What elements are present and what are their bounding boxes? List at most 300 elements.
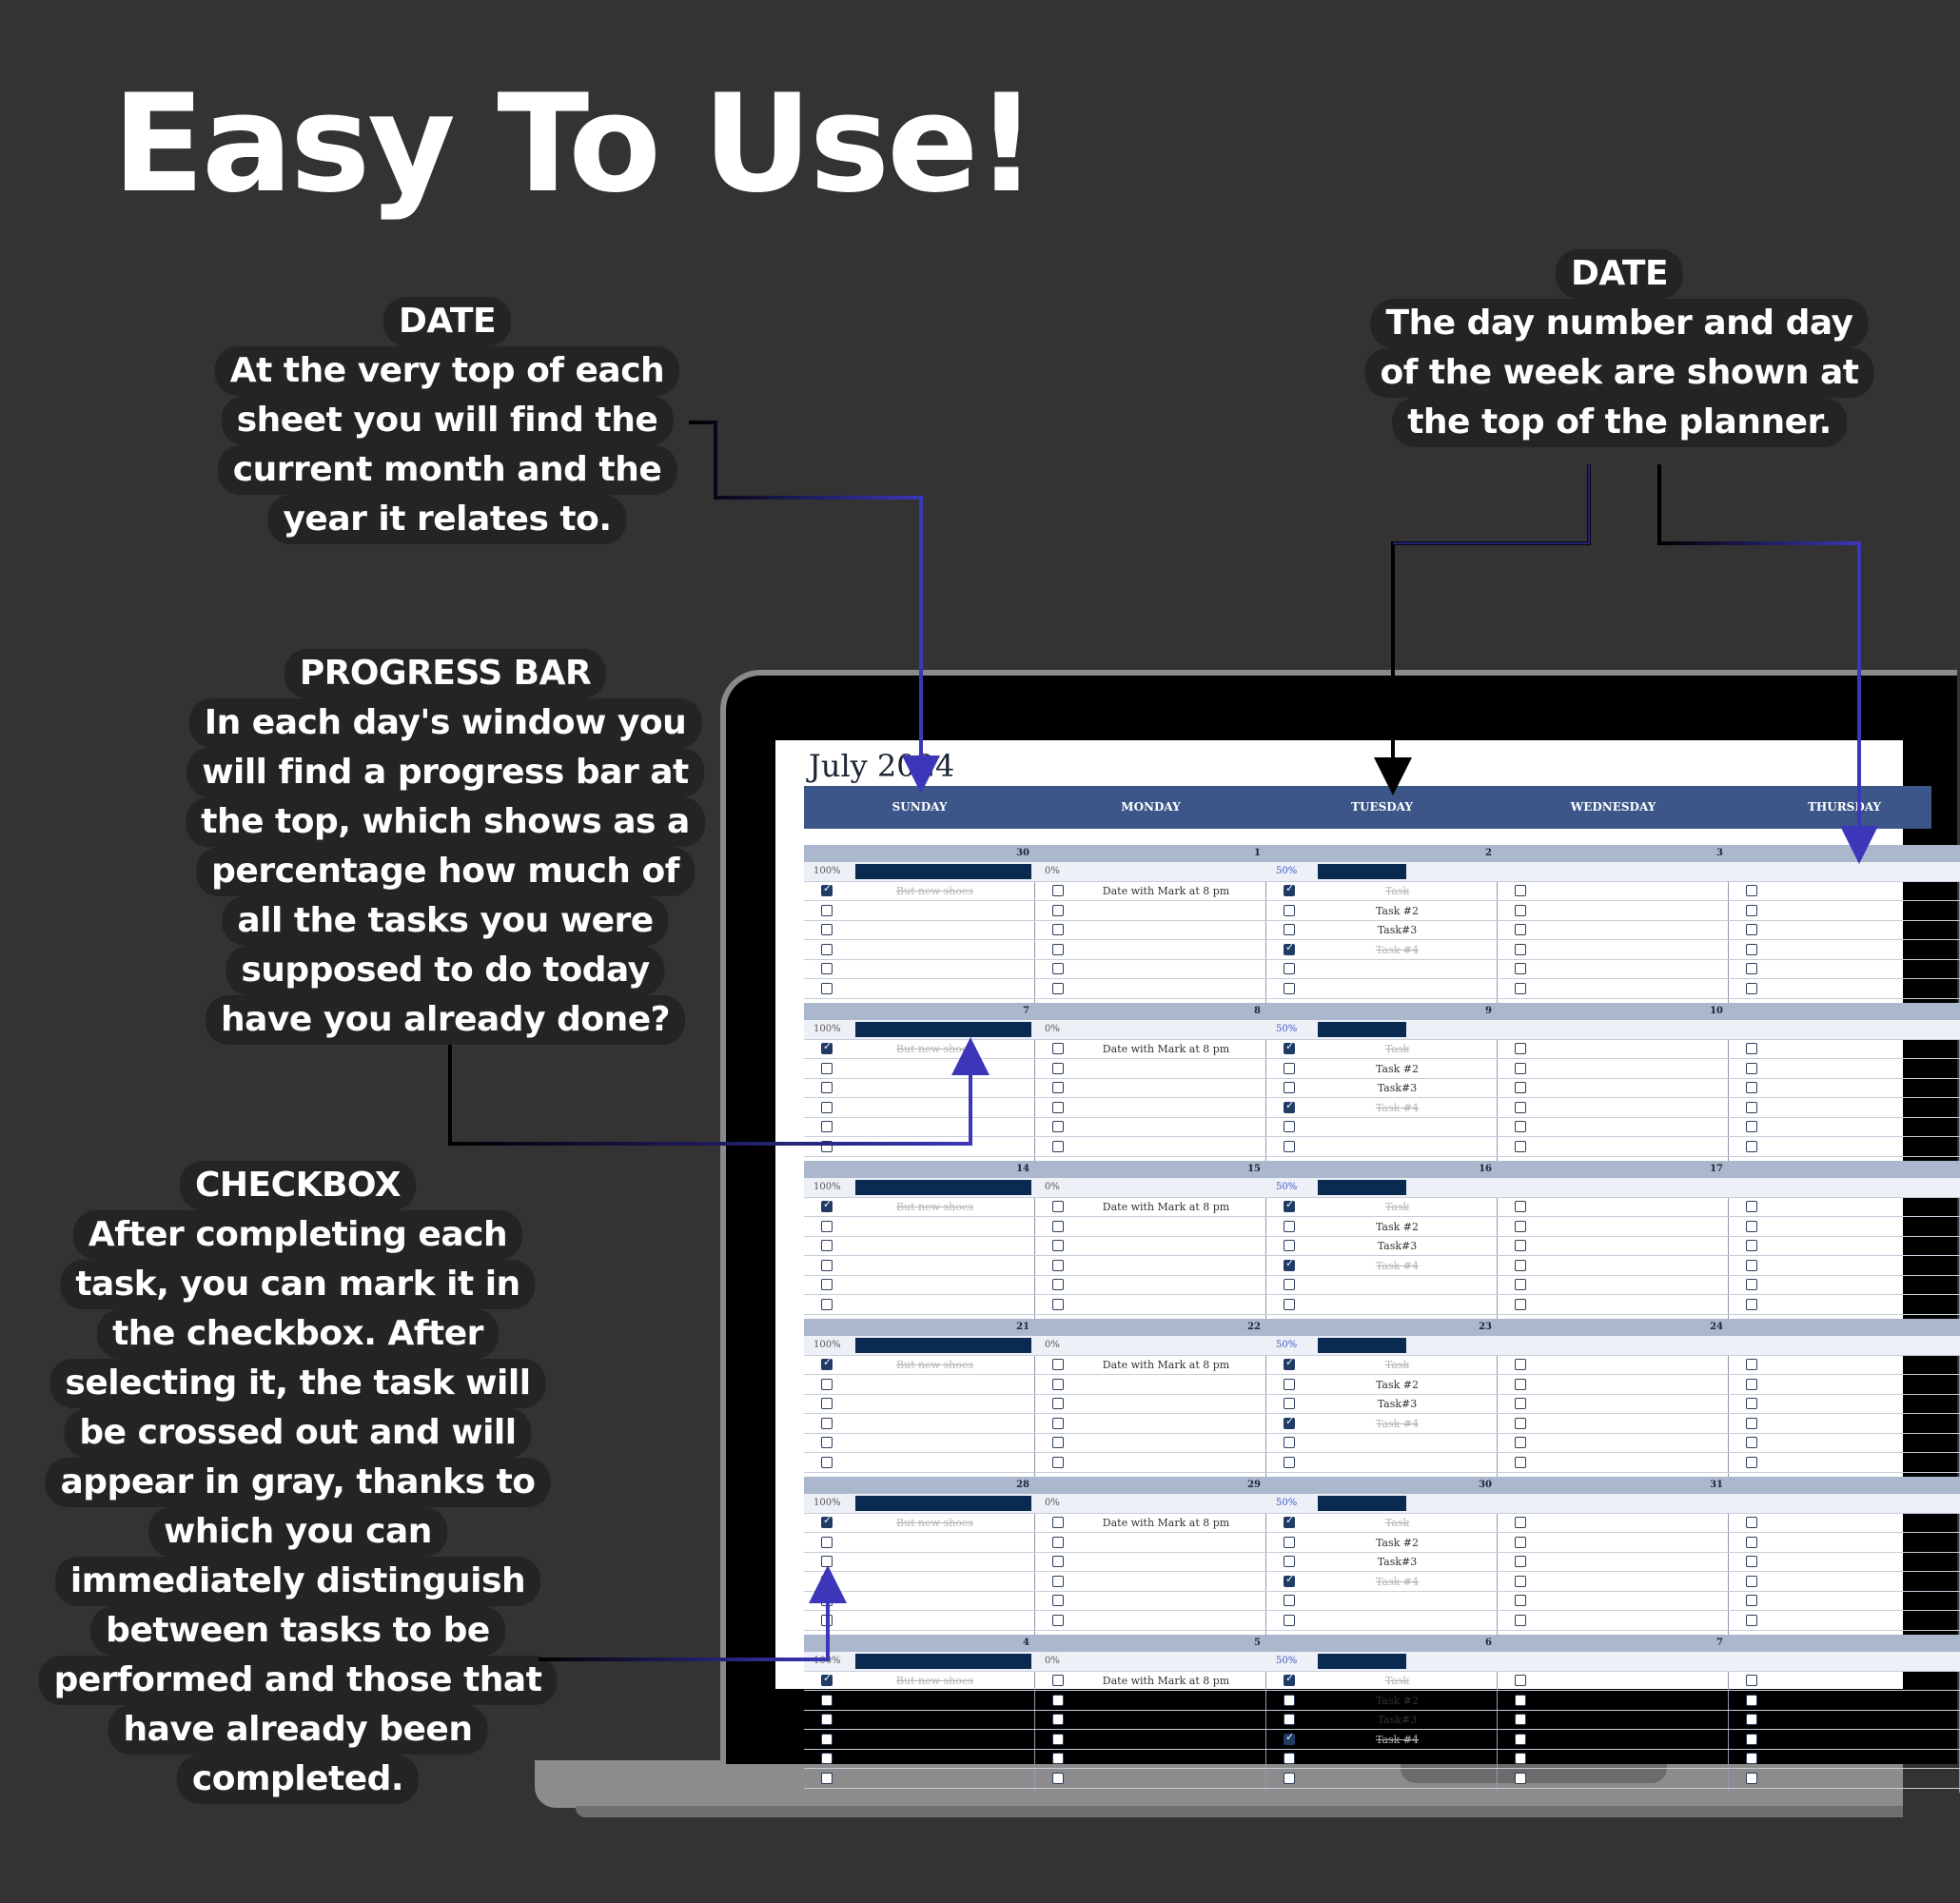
task-text[interactable]: But new shoes [895,885,974,897]
checkbox[interactable] [1052,944,1064,955]
checkbox[interactable] [1284,1398,1295,1409]
checkbox[interactable] [1515,1141,1526,1152]
task-text[interactable]: Task#3 [1377,1240,1418,1252]
checkbox[interactable] [1746,1517,1757,1528]
checkbox[interactable] [1515,1695,1526,1706]
checkbox[interactable] [821,1121,833,1132]
callout-line: will find a progress bar at [186,748,704,797]
task-row [804,902,1035,921]
checkbox[interactable] [1746,1240,1757,1251]
task-text[interactable]: Task [1384,1675,1410,1687]
checkbox-checked[interactable] [1284,1201,1295,1212]
checkbox[interactable] [1515,963,1526,974]
checkbox[interactable] [1515,1734,1526,1745]
checkbox[interactable] [1052,1043,1064,1054]
task-text[interactable]: Task #4 [1375,1259,1420,1272]
checkbox-checked[interactable] [821,1359,833,1370]
checkbox[interactable] [821,1102,833,1113]
checkbox[interactable] [1052,1517,1064,1528]
checkbox[interactable] [1746,885,1757,896]
checkbox-checked[interactable] [1284,1675,1295,1686]
task-row [1498,1592,1729,1611]
checkbox[interactable] [1284,1121,1295,1132]
checkbox[interactable] [1284,905,1295,916]
checkbox[interactable] [1746,1221,1757,1232]
checkbox[interactable] [1515,1102,1526,1113]
checkbox[interactable] [821,924,833,935]
checkbox[interactable] [1284,1714,1295,1725]
checkbox-checked[interactable] [821,1201,833,1212]
checkbox[interactable] [1746,1398,1757,1409]
checkbox-checked[interactable] [1284,885,1295,896]
checkbox[interactable] [1284,1379,1295,1390]
checkbox-checked[interactable] [1284,1102,1295,1113]
progress-row [1035,1336,1266,1356]
task-text[interactable]: Task #4 [1375,1101,1420,1114]
checkbox[interactable] [1052,983,1064,994]
checkbox[interactable] [1052,1082,1064,1093]
task-text[interactable]: But new shoes [895,1359,974,1371]
checkbox[interactable] [1746,1279,1757,1290]
progress-row [1035,1652,1266,1672]
callout-line: immediately distinguish [55,1557,540,1606]
day-cell [1266,1635,1498,1793]
checkbox[interactable] [1746,1457,1757,1468]
callout-line: performed and those that [39,1656,558,1705]
task-text[interactable]: Task #2 [1375,904,1420,917]
callout-line: have already been [108,1705,488,1755]
checkbox[interactable] [1284,1240,1295,1251]
checkbox[interactable] [1746,1675,1757,1686]
task-row [1035,1257,1266,1276]
checkbox[interactable] [1515,1359,1526,1370]
day-cell [1498,1477,1729,1635]
checkbox[interactable] [1746,924,1757,935]
day-number: 24 [1498,1319,1729,1336]
checkbox[interactable] [1746,1418,1757,1429]
checkbox[interactable] [1515,1537,1526,1548]
task-row [1266,882,1498,901]
day-number: 7 [804,1003,1035,1020]
checkbox[interactable] [1515,1418,1526,1429]
callout-line: the checkbox. After [97,1309,499,1359]
checkbox[interactable] [821,1379,833,1390]
task-text[interactable]: Task [1384,1359,1410,1371]
checkbox[interactable] [1052,1695,1064,1706]
task-text[interactable]: Task#3 [1377,924,1418,936]
checkbox[interactable] [1746,905,1757,916]
task-row [1729,1592,1960,1611]
checkbox[interactable] [821,1063,833,1074]
checkbox-checked[interactable] [1284,944,1295,955]
checkbox[interactable] [1515,905,1526,916]
task-row [1266,1415,1498,1434]
task-row [1729,1534,1960,1553]
checkbox[interactable] [1052,1121,1064,1132]
checkbox-checked[interactable] [821,885,833,896]
task-row [1498,1257,1729,1276]
progress-percent: 0% [1045,866,1060,876]
checkbox[interactable] [1515,1437,1526,1448]
task-row [804,1356,1035,1375]
progress-row [1035,1494,1266,1514]
checkbox[interactable] [1746,1379,1757,1390]
task-text[interactable]: Task [1384,1043,1410,1055]
task-row [1498,1711,1729,1730]
checkbox-checked[interactable] [1284,1734,1295,1745]
checkbox[interactable] [821,1595,833,1606]
checkbox[interactable] [1746,1359,1757,1370]
checkbox[interactable] [1746,944,1757,955]
checkbox[interactable] [821,1240,833,1251]
checkbox-checked[interactable] [1284,1517,1295,1528]
checkbox[interactable] [821,1753,833,1764]
task-text[interactable]: Task#3 [1377,1082,1418,1094]
task-text[interactable]: Date with Mark at 8 pm [1102,1517,1230,1529]
checkbox[interactable] [1746,1695,1757,1706]
task-text[interactable]: Task #2 [1375,1220,1420,1233]
checkbox[interactable] [1052,1437,1064,1448]
weekday-wednesday: WEDNESDAY [1570,800,1656,814]
callout-line: selecting it, the task will [49,1359,545,1408]
checkbox[interactable] [1052,1102,1064,1113]
checkbox[interactable] [1746,1734,1757,1745]
task-text[interactable]: Task [1384,1201,1410,1213]
task-row [1266,1198,1498,1217]
checkbox[interactable] [1515,1576,1526,1587]
checkbox[interactable] [821,1695,833,1706]
task-text[interactable]: Task #2 [1375,1536,1420,1549]
checkbox[interactable] [1052,1773,1064,1784]
progress-percent: 50% [1276,1656,1298,1666]
checkbox[interactable] [1052,885,1064,896]
checkbox[interactable] [1515,1398,1526,1409]
weekday-monday: MONDAY [1121,800,1181,814]
task-row [1035,941,1266,960]
checkbox[interactable] [1515,1753,1526,1764]
task-row [1035,1672,1266,1691]
task-text[interactable]: Task #4 [1375,1575,1420,1588]
checkbox[interactable] [1746,1260,1757,1271]
checkbox[interactable] [1746,1121,1757,1132]
checkbox[interactable] [1284,1279,1295,1290]
checkbox-checked[interactable] [821,1675,833,1686]
checkbox[interactable] [1515,1457,1526,1468]
checkbox-checked[interactable] [1284,1260,1295,1271]
task-row [1498,902,1729,921]
task-text[interactable]: Task#3 [1377,1398,1418,1410]
task-row [1729,1118,1960,1137]
task-row [1729,1376,1960,1395]
task-row [1266,921,1498,940]
task-text[interactable]: But new shoes [895,1675,974,1687]
checkbox[interactable] [1515,1615,1526,1626]
checkbox[interactable] [1515,1517,1526,1528]
progress-percent: 0% [1045,1656,1060,1666]
checkbox[interactable] [821,1457,833,1468]
checkbox[interactable] [821,1082,833,1093]
checkbox[interactable] [1284,1141,1295,1152]
checkbox[interactable] [1746,1615,1757,1626]
checkbox[interactable] [1746,1537,1757,1548]
checkbox[interactable] [1746,1201,1757,1212]
task-row [1035,1356,1266,1375]
checkbox[interactable] [1052,924,1064,935]
checkbox-checked[interactable] [1284,1418,1295,1429]
progress-row [1266,862,1498,882]
task-text[interactable]: Task #2 [1375,1694,1420,1707]
checkbox[interactable] [1284,1437,1295,1448]
checkbox[interactable] [1284,1299,1295,1310]
checkbox-checked[interactable] [1284,1359,1295,1370]
checkbox[interactable] [1515,1240,1526,1251]
task-text[interactable]: Task #4 [1375,1417,1420,1430]
task-row [1266,1079,1498,1098]
checkbox[interactable] [1052,1063,1064,1074]
progress-percent: 0% [1045,1340,1060,1350]
checkbox[interactable] [1284,1457,1295,1468]
checkbox[interactable] [1052,1359,1064,1370]
task-row [1729,1672,1960,1691]
progress-row [1035,1178,1266,1198]
checkbox[interactable] [821,1141,833,1152]
checkbox[interactable] [821,983,833,994]
checkbox[interactable] [821,1734,833,1745]
checkbox[interactable] [1746,1595,1757,1606]
checkbox[interactable] [1746,1043,1757,1054]
callout-line: completed. [177,1755,419,1804]
checkbox[interactable] [1284,1595,1295,1606]
checkbox[interactable] [1284,983,1295,994]
task-row [1729,1099,1960,1118]
checkbox[interactable] [821,1437,833,1448]
checkbox[interactable] [821,1279,833,1290]
checkbox[interactable] [1746,1753,1757,1764]
day-cell [1729,1319,1960,1477]
task-row [1035,1218,1266,1237]
task-text[interactable]: Date with Mark at 8 pm [1102,1201,1230,1213]
task-row [1498,921,1729,940]
task-row [1266,1257,1498,1276]
checkbox[interactable] [821,1418,833,1429]
checkbox[interactable] [1515,1260,1526,1271]
task-row [1266,1218,1498,1237]
checkbox[interactable] [1284,963,1295,974]
task-row [804,1276,1035,1295]
callout-line: between tasks to be [90,1606,505,1656]
checkbox[interactable] [1746,963,1757,974]
task-row [804,1711,1035,1730]
checkbox[interactable] [821,1537,833,1548]
task-text[interactable]: Task#3 [1377,1714,1418,1726]
checkbox[interactable] [1515,1299,1526,1310]
checkbox[interactable] [821,1615,833,1626]
task-row [1498,1040,1729,1059]
checkbox[interactable] [1515,1675,1526,1686]
checkbox[interactable] [1746,1437,1757,1448]
checkbox[interactable] [1284,1082,1295,1093]
task-row [1729,1040,1960,1059]
checkbox[interactable] [1052,1615,1064,1626]
task-row [1266,1750,1498,1769]
task-text[interactable]: Task #4 [1375,1733,1420,1746]
task-text[interactable]: Task [1384,885,1410,897]
day-number: 31 [1498,1477,1729,1494]
checkbox[interactable] [1746,1082,1757,1093]
task-text[interactable]: Date with Mark at 8 pm [1102,1043,1230,1055]
task-row [1035,1040,1266,1059]
checkbox[interactable] [1284,1773,1295,1784]
checkbox[interactable] [1515,1714,1526,1725]
checkbox[interactable] [1052,1141,1064,1152]
task-text[interactable]: Task #2 [1375,1378,1420,1391]
task-text[interactable]: Date with Mark at 8 pm [1102,885,1230,897]
checkbox[interactable] [1515,1082,1526,1093]
task-text[interactable]: But new shoes [895,1043,974,1055]
day-number: 1 [1035,845,1266,862]
checkbox[interactable] [1746,1141,1757,1152]
checkbox[interactable] [1052,963,1064,974]
checkbox[interactable] [821,905,833,916]
checkbox[interactable] [1052,1240,1064,1251]
day-cell [1729,1003,1960,1161]
checkbox-checked[interactable] [1284,1576,1295,1587]
checkbox[interactable] [1515,983,1526,994]
checkbox[interactable] [1052,1398,1064,1409]
task-text[interactable]: Task #4 [1375,943,1420,956]
laptop-base-shadow [576,1806,1903,1817]
weekday-sunday: SUNDAY [892,800,948,814]
task-row [1729,1198,1960,1217]
task-row [1035,1592,1266,1611]
checkbox[interactable] [1515,1773,1526,1784]
task-row [1729,1750,1960,1769]
checkbox[interactable] [821,1576,833,1587]
checkbox[interactable] [1515,885,1526,896]
progress-bar [855,1654,1031,1669]
laptop-screen [775,740,1903,1746]
checkbox-checked[interactable] [1284,1043,1295,1054]
checkbox[interactable] [1052,1260,1064,1271]
checkbox[interactable] [821,944,833,955]
checkbox[interactable] [1284,1556,1295,1567]
callout-title: DATE [1556,249,1683,299]
checkbox[interactable] [1515,1379,1526,1390]
checkbox[interactable] [821,1714,833,1725]
day-number [1729,1635,1960,1652]
checkbox[interactable] [821,1556,833,1567]
checkbox[interactable] [1052,1201,1064,1212]
task-row [1498,1553,1729,1572]
checkbox[interactable] [1284,1221,1295,1232]
day-cell [1035,1161,1266,1319]
checkbox[interactable] [1052,1595,1064,1606]
task-text[interactable]: Date with Mark at 8 pm [1102,1359,1230,1371]
checkbox[interactable] [1746,1063,1757,1074]
checkbox[interactable] [1052,1379,1064,1390]
day-number: 14 [804,1161,1035,1178]
progress-bar [855,1338,1031,1353]
checkbox[interactable] [1052,1221,1064,1232]
checkbox[interactable] [1515,924,1526,935]
task-row [1729,1573,1960,1592]
checkbox[interactable] [1284,924,1295,935]
checkbox[interactable] [1052,1279,1064,1290]
checkbox[interactable] [1284,1753,1295,1764]
checkbox[interactable] [1052,1734,1064,1745]
day-number: 2 [1266,845,1498,862]
checkbox[interactable] [821,1260,833,1271]
checkbox[interactable] [1052,1714,1064,1725]
checkbox[interactable] [1052,1753,1064,1764]
task-text[interactable]: Task#3 [1377,1556,1418,1568]
checkbox[interactable] [821,1773,833,1784]
day-number: 10 [1498,1003,1729,1020]
task-text[interactable]: But new shoes [895,1517,974,1529]
checkbox[interactable] [1284,1615,1295,1626]
checkbox[interactable] [821,1221,833,1232]
checkbox[interactable] [1746,1773,1757,1784]
task-row [1266,1454,1498,1473]
checkbox[interactable] [1515,1595,1526,1606]
checkbox[interactable] [1515,1063,1526,1074]
checkbox[interactable] [1284,1537,1295,1548]
checkbox[interactable] [1515,1221,1526,1232]
checkbox[interactable] [1746,1556,1757,1567]
day-number: 23 [1266,1319,1498,1336]
checkbox[interactable] [1746,1576,1757,1587]
checkbox[interactable] [1515,1556,1526,1567]
checkbox[interactable] [1052,1556,1064,1567]
checkbox[interactable] [1052,1675,1064,1686]
checkbox[interactable] [1515,1201,1526,1212]
checkbox[interactable] [1284,1695,1295,1706]
checkbox[interactable] [1515,1279,1526,1290]
checkbox[interactable] [821,963,833,974]
checkbox-checked[interactable] [821,1517,833,1528]
checkbox[interactable] [1052,1537,1064,1548]
task-text[interactable]: Date with Mark at 8 pm [1102,1675,1230,1687]
checkbox[interactable] [1284,1063,1295,1074]
task-text[interactable]: Task #2 [1375,1062,1420,1075]
checkbox[interactable] [821,1398,833,1409]
checkbox[interactable] [1746,1299,1757,1310]
checkbox[interactable] [1746,1102,1757,1113]
checkbox[interactable] [1515,1121,1526,1132]
day-cell [1498,845,1729,1003]
checkbox[interactable] [1052,905,1064,916]
task-text[interactable]: Task [1384,1517,1410,1529]
checkbox[interactable] [1052,1418,1064,1429]
checkbox-checked[interactable] [821,1043,833,1054]
checkbox[interactable] [1052,1576,1064,1587]
week-row [804,1477,1931,1635]
checkbox[interactable] [1515,944,1526,955]
day-cell [1498,1319,1729,1477]
checkbox[interactable] [821,1299,833,1310]
task-row [1729,1454,1960,1473]
task-row [1035,1060,1266,1079]
day-number [1729,1161,1960,1178]
checkbox[interactable] [1746,1714,1757,1725]
checkbox[interactable] [1052,1457,1064,1468]
task-row [804,1454,1035,1473]
task-text[interactable]: But new shoes [895,1201,974,1213]
checkbox[interactable] [1515,1043,1526,1054]
checkbox[interactable] [1052,1299,1064,1310]
checkbox[interactable] [1746,983,1757,994]
task-row [1729,921,1960,940]
